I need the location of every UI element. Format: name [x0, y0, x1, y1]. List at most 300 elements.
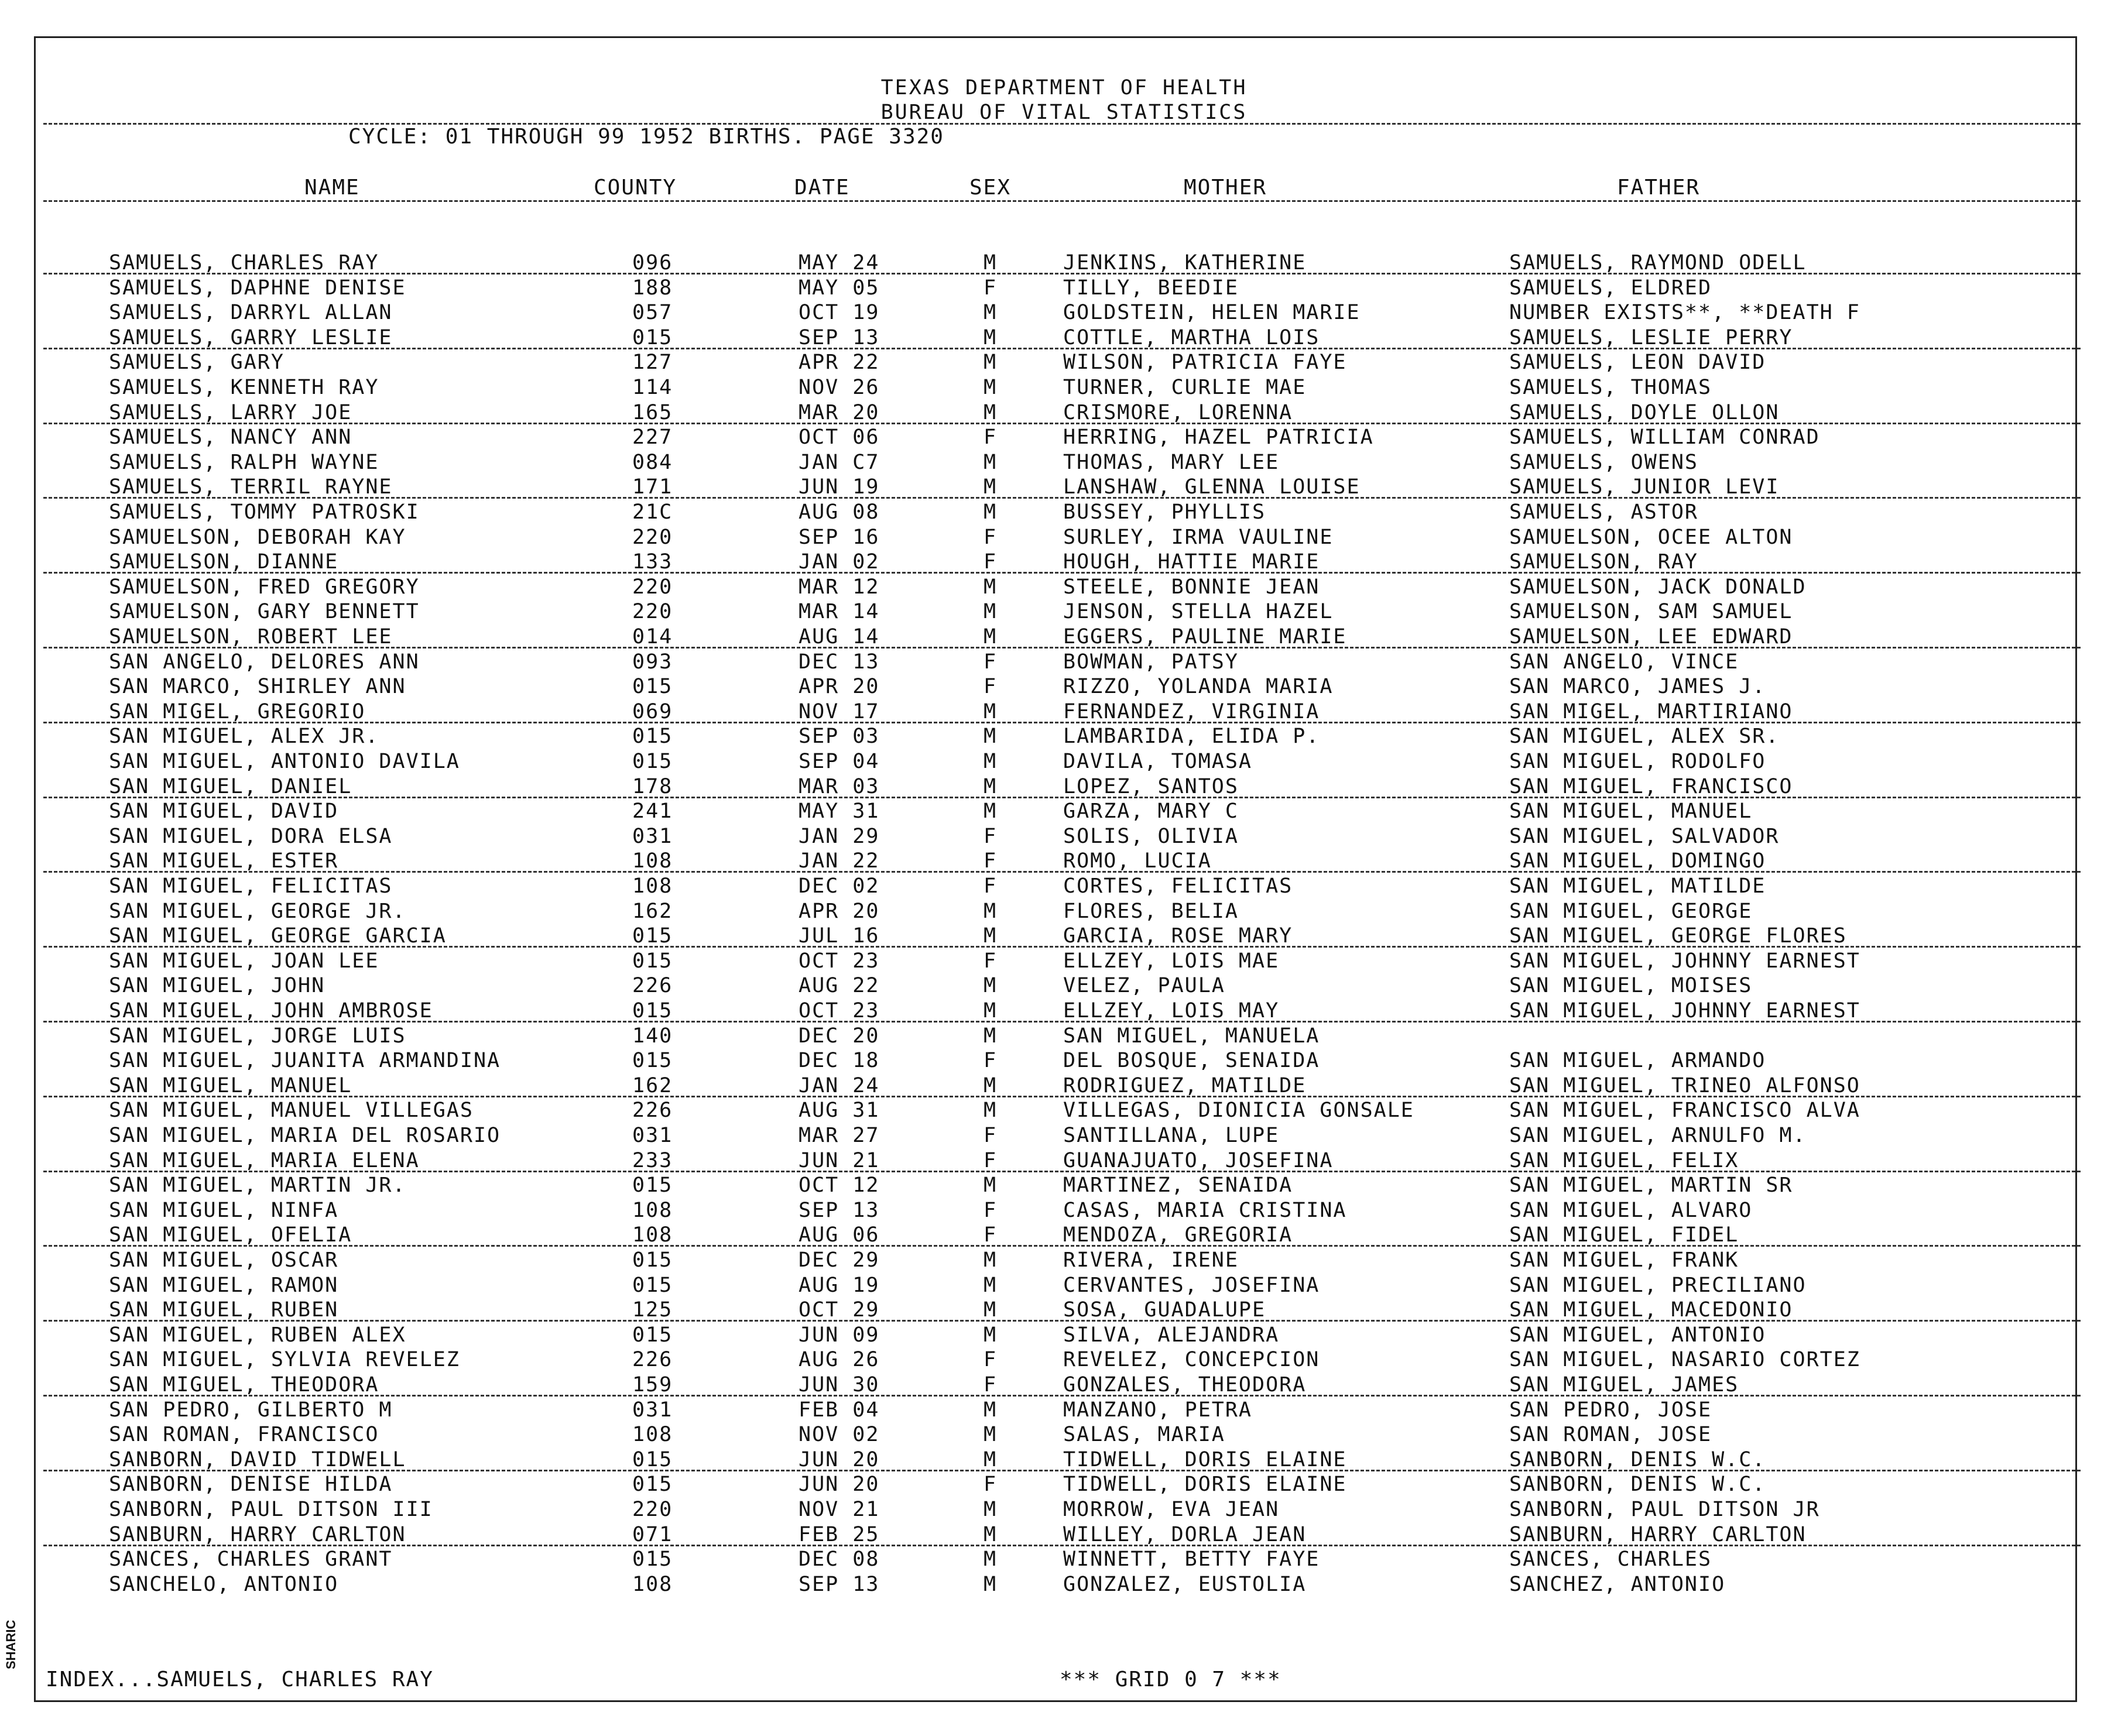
cell-sex: M	[984, 999, 998, 1023]
cell-name: SAMUELS, DAPHNE DENISE	[109, 276, 406, 300]
cell-date: OCT 19	[799, 301, 880, 325]
cell-date: APR 20	[799, 675, 880, 699]
row-rule	[43, 572, 2081, 574]
table-row	[0, 1024, 2128, 1048]
column-header-rule	[43, 200, 2081, 202]
cell-name: SAMUELS, DARRYL ALLAN	[109, 301, 393, 325]
cell-father: SAMUELS, OWENS	[1509, 450, 1699, 474]
cell-county: 127	[632, 351, 673, 375]
table-row	[0, 1148, 2128, 1173]
cell-sex: M	[984, 325, 998, 349]
cell-name: SANBORN, DAVID TIDWELL	[109, 1447, 406, 1471]
cell-mother: EGGERS, PAULINE MARIE	[1063, 625, 1347, 649]
cell-date: JUN 19	[799, 475, 880, 499]
cell-mother: RIVERA, IRENE	[1063, 1248, 1239, 1272]
cell-date: OCT 23	[799, 949, 880, 973]
cell-name: SAN MIGUEL, FELICITAS	[109, 874, 393, 898]
cell-father: SAN MIGUEL, ALVARO	[1509, 1198, 1753, 1222]
cell-date: DEC 13	[799, 650, 880, 674]
cell-date: AUG 31	[799, 1099, 880, 1123]
cell-county: 108	[632, 874, 673, 898]
cell-mother: GONZALES, THEODORA	[1063, 1373, 1307, 1397]
table-row	[0, 450, 2128, 475]
cell-date: JUN 09	[799, 1323, 880, 1347]
row-rule	[43, 1545, 2081, 1546]
cell-county: 108	[632, 849, 673, 873]
cell-sex: M	[984, 750, 998, 773]
column-header-county: COUNTY	[594, 176, 677, 200]
cell-mother: CERVANTES, JOSEFINA	[1063, 1273, 1320, 1297]
cell-name: SAMUELS, GARY	[109, 351, 285, 375]
cell-sex: F	[984, 675, 998, 699]
cell-father: SAN ANGELO, VINCE	[1509, 650, 1739, 674]
cell-county: 226	[632, 1099, 673, 1123]
cell-mother: LAMBARIDA, ELIDA P.	[1063, 725, 1320, 749]
table-row	[0, 1572, 2128, 1597]
cell-mother: TILLY, BEEDIE	[1063, 276, 1239, 300]
cell-sex: F	[984, 849, 998, 873]
cell-date: MAR 12	[799, 575, 880, 599]
cell-sex: M	[984, 1498, 998, 1521]
cell-sex: M	[984, 1099, 998, 1123]
cell-sex: M	[984, 351, 998, 375]
cell-date: APR 20	[799, 899, 880, 923]
cell-name: SANCHELO, ANTONIO	[109, 1572, 339, 1596]
cell-name: SAN MIGUEL, GEORGE GARCIA	[109, 924, 447, 948]
column-header-name: NAME	[304, 176, 360, 200]
table-row	[0, 400, 2128, 425]
cell-name: SAN MIGUEL, MANUEL VILLEGAS	[109, 1099, 474, 1123]
cell-father: SAN MIGUEL, GEORGE FLORES	[1509, 924, 1847, 948]
cell-date: SEP 13	[799, 325, 880, 349]
cell-county: 015	[632, 675, 673, 699]
cell-father: SAMUELSON, SAM SAMUEL	[1509, 600, 1793, 624]
cell-county: 220	[632, 525, 673, 549]
cell-name: SAMUELS, TERRIL RAYNE	[109, 475, 393, 499]
cell-mother: SALAS, MARIA	[1063, 1423, 1225, 1447]
table-row	[0, 1522, 2128, 1547]
cell-date: AUG 08	[799, 500, 880, 524]
cell-mother: GUANAJUATO, JOSEFINA	[1063, 1148, 1334, 1172]
cell-father: SAN MIGUEL, ARMANDO	[1509, 1049, 1766, 1073]
cell-date: NOV 02	[799, 1423, 880, 1447]
cell-father: SAN ROMAN, JOSE	[1509, 1423, 1712, 1447]
table-row	[0, 1173, 2128, 1198]
table-row	[0, 1248, 2128, 1272]
cell-county: 171	[632, 475, 673, 499]
table-row	[0, 799, 2128, 824]
cell-date: NOV 21	[799, 1498, 880, 1521]
cell-father: SANBORN, PAUL DITSON JR	[1509, 1498, 1820, 1521]
cell-county: 133	[632, 550, 673, 574]
cell-date: MAR 03	[799, 774, 880, 798]
cell-sex: F	[984, 1348, 998, 1372]
table-row	[0, 425, 2128, 450]
cell-name: SAN MIGEL, GREGORIO	[109, 699, 366, 723]
cell-date: AUG 22	[799, 974, 880, 998]
cell-sex: F	[984, 1124, 998, 1147]
cell-father: SAMUELS, LEON DAVID	[1509, 351, 1766, 375]
cell-mother: CASAS, MARIA CRISTINA	[1063, 1198, 1347, 1222]
cell-mother: SOLIS, OLIVIA	[1063, 824, 1239, 848]
cell-name: SAMUELS, NANCY ANN	[109, 426, 352, 450]
cell-name: SAN PEDRO, GILBERTO M	[109, 1398, 393, 1422]
column-header-sex: SEX	[969, 176, 1012, 200]
cell-name: SANBORN, PAUL DITSON III	[109, 1498, 433, 1521]
table-row	[0, 1073, 2128, 1098]
cell-mother: GOLDSTEIN, HELEN MARIE	[1063, 301, 1361, 325]
cell-date: AUG 19	[799, 1273, 880, 1297]
cell-mother: DEL BOSQUE, SENAIDA	[1063, 1049, 1320, 1073]
cell-county: 125	[632, 1298, 673, 1322]
cell-father: SAN MIGUEL, FRANK	[1509, 1248, 1739, 1272]
cell-father: SAN MIGUEL, TRINEO ALFONSO	[1509, 1073, 1860, 1097]
cell-mother: RODRIGUEZ, MATILDE	[1063, 1073, 1307, 1097]
cell-father: SAN MIGUEL, MATILDE	[1509, 874, 1766, 898]
cell-date: SEP 16	[799, 525, 880, 549]
page-title: TEXAS DEPARTMENT OF HEALTH	[880, 76, 1248, 100]
cell-sex: F	[984, 949, 998, 973]
cell-father: SAMUELSON, OCEE ALTON	[1509, 525, 1793, 549]
cell-county: 015	[632, 1049, 673, 1073]
column-header-father: FATHER	[1617, 176, 1701, 200]
cell-sex: M	[984, 1298, 998, 1322]
cell-county: 015	[632, 1323, 673, 1347]
cell-name: SAMUELSON, ROBERT LEE	[109, 625, 393, 649]
cell-date: DEC 18	[799, 1049, 880, 1073]
cell-mother: VELEZ, PAULA	[1063, 974, 1225, 998]
cell-county: 096	[632, 251, 673, 275]
cell-name: SANBURN, HARRY CARLTON	[109, 1522, 406, 1546]
cell-date: OCT 12	[799, 1174, 880, 1198]
cell-mother: SAN MIGUEL, MANUELA	[1063, 1024, 1320, 1048]
cell-mother: MARTINEZ, SENAIDA	[1063, 1174, 1293, 1198]
cell-mother: MORROW, EVA JEAN	[1063, 1498, 1280, 1521]
cell-county: 220	[632, 600, 673, 624]
table-row	[0, 1472, 2128, 1497]
cell-father: SAN MIGUEL, SALVADOR	[1509, 824, 1780, 848]
cell-date: OCT 23	[799, 999, 880, 1023]
cell-date: MAY 05	[799, 276, 880, 300]
cell-date: AUG 06	[799, 1223, 880, 1247]
cell-date: APR 22	[799, 351, 880, 375]
cell-mother: FLORES, BELIA	[1063, 899, 1239, 923]
cell-sex: F	[984, 1049, 998, 1073]
cell-father: SAMUELS, THOMAS	[1509, 376, 1712, 399]
cell-name: SAN MIGUEL, DAVID	[109, 800, 339, 824]
cell-county: 015	[632, 725, 673, 749]
cell-sex: F	[984, 824, 998, 848]
cell-father: SAMUELS, DOYLE OLLON	[1509, 400, 1780, 424]
cell-name: SAMUELS, GARRY LESLIE	[109, 325, 393, 349]
cell-sex: M	[984, 600, 998, 624]
cell-sex: F	[984, 650, 998, 674]
cell-county: 220	[632, 575, 673, 599]
table-row	[0, 999, 2128, 1023]
cell-name: SAMUELS, CHARLES RAY	[109, 251, 379, 275]
cell-name: SAMUELSON, DIANNE	[109, 550, 339, 574]
table-row	[0, 475, 2128, 499]
cell-mother: TIDWELL, DORIS ELAINE	[1063, 1473, 1347, 1497]
cell-father: SAMUELSON, JACK DONALD	[1509, 575, 1807, 599]
cell-name: SAN MIGUEL, MARIA ELENA	[109, 1148, 420, 1172]
cell-name: SAN MIGUEL, NINFA	[109, 1198, 339, 1222]
cell-date: JUN 30	[799, 1373, 880, 1397]
cell-date: JUL 16	[799, 924, 880, 948]
table-row	[0, 1373, 2128, 1397]
cell-father: SAMUELS, ELDRED	[1509, 276, 1712, 300]
row-rule	[43, 647, 2081, 649]
cell-mother: COTTLE, MARTHA LOIS	[1063, 325, 1320, 349]
table-row	[0, 1223, 2128, 1247]
cell-mother: STEELE, BONNIE JEAN	[1063, 575, 1320, 599]
table-row	[0, 575, 2128, 599]
table-row	[0, 1123, 2128, 1148]
cell-father: SAMUELS, WILLIAM CONRAD	[1509, 426, 1820, 450]
cell-father: SAN MARCO, JAMES J.	[1509, 675, 1766, 699]
cell-father: SAN MIGUEL, MACEDONIO	[1509, 1298, 1793, 1322]
table-row	[0, 849, 2128, 873]
table-row	[0, 350, 2128, 375]
cell-name: SAMUELSON, DEBORAH KAY	[109, 525, 406, 549]
cell-name: SAN MIGUEL, MARTIN JR.	[109, 1174, 406, 1198]
cell-county: 108	[632, 1423, 673, 1447]
table-row	[0, 1273, 2128, 1298]
cell-mother: SANTILLANA, LUPE	[1063, 1124, 1280, 1147]
cell-mother: FERNANDEZ, VIRGINIA	[1063, 699, 1320, 723]
cell-date: OCT 06	[799, 426, 880, 450]
cell-name: SAN ANGELO, DELORES ANN	[109, 650, 420, 674]
cell-date: SEP 04	[799, 750, 880, 773]
cell-county: 031	[632, 1398, 673, 1422]
cell-sex: M	[984, 1447, 998, 1471]
column-header-date: DATE	[794, 176, 850, 200]
cell-sex: M	[984, 774, 998, 798]
cell-county: 178	[632, 774, 673, 798]
row-rule	[43, 497, 2081, 499]
row-rule	[43, 423, 2081, 424]
row-rule	[43, 871, 2081, 873]
table-row	[0, 525, 2128, 550]
cell-mother: TIDWELL, DORIS ELAINE	[1063, 1447, 1347, 1471]
cell-county: 057	[632, 301, 673, 325]
cell-mother: LOPEZ, SANTOS	[1063, 774, 1239, 798]
cell-sex: F	[984, 874, 998, 898]
table-row	[0, 599, 2128, 624]
table-row	[0, 1347, 2128, 1372]
cell-father: SAN MIGEL, MARTIRIANO	[1509, 699, 1793, 723]
cell-date: JAN 24	[799, 1073, 880, 1097]
cell-mother: SURLEY, IRMA VAULINE	[1063, 525, 1334, 549]
cell-county: 165	[632, 400, 673, 424]
cell-mother: JENKINS, KATHERINE	[1063, 251, 1307, 275]
row-rule	[43, 273, 2081, 275]
cell-mother: WILSON, PATRICIA FAYE	[1063, 351, 1347, 375]
cell-mother: ROMO, LUCIA	[1063, 849, 1212, 873]
cell-sex: M	[984, 376, 998, 399]
table-row	[0, 375, 2128, 400]
row-rule	[43, 1470, 2081, 1471]
cell-sex: M	[984, 1073, 998, 1097]
cell-date: AUG 14	[799, 625, 880, 649]
grid-label: *** GRID 0 7 ***	[1060, 1668, 1281, 1692]
table-row	[0, 1497, 2128, 1522]
cell-county: 031	[632, 1124, 673, 1147]
cell-date: JUN 20	[799, 1447, 880, 1471]
cell-county: 233	[632, 1148, 673, 1172]
cell-father: SAN MIGUEL, JOHNNY EARNEST	[1509, 949, 1860, 973]
cell-date: NOV 17	[799, 699, 880, 723]
cell-county: 227	[632, 426, 673, 450]
cell-county: 015	[632, 1473, 673, 1497]
table-row	[0, 674, 2128, 699]
table-row	[0, 500, 2128, 524]
cell-county: 093	[632, 650, 673, 674]
table-row	[0, 251, 2128, 275]
cell-county: 226	[632, 974, 673, 998]
cell-date: OCT 29	[799, 1298, 880, 1322]
cell-father: SAMUELSON, LEE EDWARD	[1509, 625, 1793, 649]
cell-sex: F	[984, 1148, 998, 1172]
table-row	[0, 1547, 2128, 1572]
cell-mother: VILLEGAS, DIONICIA GONSALE	[1063, 1099, 1414, 1123]
row-rule	[43, 1320, 2081, 1322]
cell-name: SAMUELS, RALPH WAYNE	[109, 450, 379, 474]
cell-sex: F	[984, 1198, 998, 1222]
table-row	[0, 625, 2128, 649]
cell-county: 140	[632, 1024, 673, 1048]
cell-date: MAY 31	[799, 800, 880, 824]
cell-mother: TURNER, CURLIE MAE	[1063, 376, 1307, 399]
cell-date: JAN C7	[799, 450, 880, 474]
cell-sex: M	[984, 699, 998, 723]
cell-mother: CORTES, FELICITAS	[1063, 874, 1293, 898]
cell-father: SAN MIGUEL, MARTIN SR	[1509, 1174, 1793, 1198]
cell-father: SAMUELS, RAYMOND ODELL	[1509, 251, 1807, 275]
cell-county: 015	[632, 949, 673, 973]
table-row	[0, 325, 2128, 350]
table-row	[0, 276, 2128, 300]
cell-county: 108	[632, 1572, 673, 1596]
cell-mother: SOSA, GUADALUPE	[1063, 1298, 1266, 1322]
cell-county: 071	[632, 1522, 673, 1546]
row-rule	[43, 1096, 2081, 1097]
table-row	[0, 1298, 2128, 1322]
cell-name: SAMUELS, LARRY JOE	[109, 400, 352, 424]
cell-father: SAN MIGUEL, FIDEL	[1509, 1223, 1739, 1247]
cell-name: SAN MIGUEL, GEORGE JR.	[109, 899, 406, 923]
table-row	[0, 824, 2128, 849]
cell-mother: LANSHAW, GLENNA LOUISE	[1063, 475, 1361, 499]
index-label: INDEX...SAMUELS, CHARLES RAY	[46, 1668, 434, 1692]
cell-date: SEP 13	[799, 1198, 880, 1222]
cell-name: SAN MIGUEL, JOAN LEE	[109, 949, 379, 973]
cycle-line: CYCLE: 01 THROUGH 99 1952 BIRTHS. PAGE 3320	[348, 125, 944, 149]
cell-sex: M	[984, 450, 998, 474]
cell-father: SAN MIGUEL, ARNULFO M.	[1509, 1124, 1807, 1147]
cell-name: SAN MIGUEL, ESTER	[109, 849, 339, 873]
cell-date: MAR 27	[799, 1124, 880, 1147]
cell-name: SAN MIGUEL, JOHN AMBROSE	[109, 999, 433, 1023]
table-row	[0, 874, 2128, 898]
cell-mother: BUSSEY, PHYLLIS	[1063, 500, 1266, 524]
cell-date: AUG 26	[799, 1348, 880, 1372]
cell-sex: F	[984, 550, 998, 574]
cell-date: NOV 26	[799, 376, 880, 399]
cell-sex: F	[984, 1373, 998, 1397]
cell-sex: M	[984, 1423, 998, 1447]
cell-county: 114	[632, 376, 673, 399]
cell-county: 015	[632, 924, 673, 948]
cell-county: 069	[632, 699, 673, 723]
cell-name: SAMUELS, KENNETH RAY	[109, 376, 379, 399]
cell-county: 162	[632, 899, 673, 923]
cell-father: SAN MIGUEL, ALEX SR.	[1509, 725, 1780, 749]
row-rule	[43, 1171, 2081, 1172]
cell-sex: M	[984, 1024, 998, 1048]
cell-name: SAN MIGUEL, JOHN	[109, 974, 325, 998]
cell-mother: WINNETT, BETTY FAYE	[1063, 1548, 1320, 1572]
cell-sex: M	[984, 301, 998, 325]
row-rule	[43, 1395, 2081, 1397]
cell-name: SAN MIGUEL, MARIA DEL ROSARIO	[109, 1124, 501, 1147]
cell-county: 015	[632, 1548, 673, 1572]
cell-county: 108	[632, 1223, 673, 1247]
cell-date: SEP 03	[799, 725, 880, 749]
cell-date: DEC 08	[799, 1548, 880, 1572]
cell-date: JUN 20	[799, 1473, 880, 1497]
cell-county: 21C	[632, 500, 673, 524]
cell-father: SAN MIGUEL, PRECILIANO	[1509, 1273, 1807, 1297]
cell-date: SEP 13	[799, 1572, 880, 1596]
cell-county: 226	[632, 1348, 673, 1372]
cell-sex: F	[984, 1223, 998, 1247]
table-row	[0, 1398, 2128, 1422]
cell-father: SAMUELS, LESLIE PERRY	[1509, 325, 1793, 349]
cell-date: DEC 02	[799, 874, 880, 898]
cell-sex: M	[984, 1572, 998, 1596]
cell-sex: M	[984, 1174, 998, 1198]
table-row	[0, 749, 2128, 774]
cell-sex: M	[984, 400, 998, 424]
cell-sex: M	[984, 500, 998, 524]
cell-mother: THOMAS, MARY LEE	[1063, 450, 1280, 474]
cell-name: SAN MIGUEL, OFELIA	[109, 1223, 352, 1247]
row-rule	[43, 946, 2081, 948]
cell-father: SAN MIGUEL, DOMINGO	[1509, 849, 1766, 873]
cell-county: 015	[632, 999, 673, 1023]
cell-date: DEC 29	[799, 1248, 880, 1272]
cell-county: 159	[632, 1373, 673, 1397]
cell-sex: M	[984, 974, 998, 998]
cell-mother: HERRING, HAZEL PATRICIA	[1063, 426, 1374, 450]
cell-sex: M	[984, 1248, 998, 1272]
cell-father: SAN MIGUEL, FELIX	[1509, 1148, 1739, 1172]
row-rule	[43, 348, 2081, 349]
cell-father: SAMUELSON, RAY	[1509, 550, 1699, 574]
cell-mother: ELLZEY, LOIS MAE	[1063, 949, 1280, 973]
cell-name: SAN MIGUEL, RUBEN ALEX	[109, 1323, 406, 1347]
cell-sex: F	[984, 426, 998, 450]
table-row	[0, 949, 2128, 973]
cell-father: SAN MIGUEL, NASARIO CORTEZ	[1509, 1348, 1860, 1372]
cell-sex: M	[984, 1398, 998, 1422]
cell-name: SAMUELSON, FRED GREGORY	[109, 575, 420, 599]
cell-sex: M	[984, 251, 998, 275]
cell-name: SAN MARCO, SHIRLEY ANN	[109, 675, 406, 699]
cell-name: SAN MIGUEL, RUBEN	[109, 1298, 339, 1322]
cell-county: 241	[632, 800, 673, 824]
